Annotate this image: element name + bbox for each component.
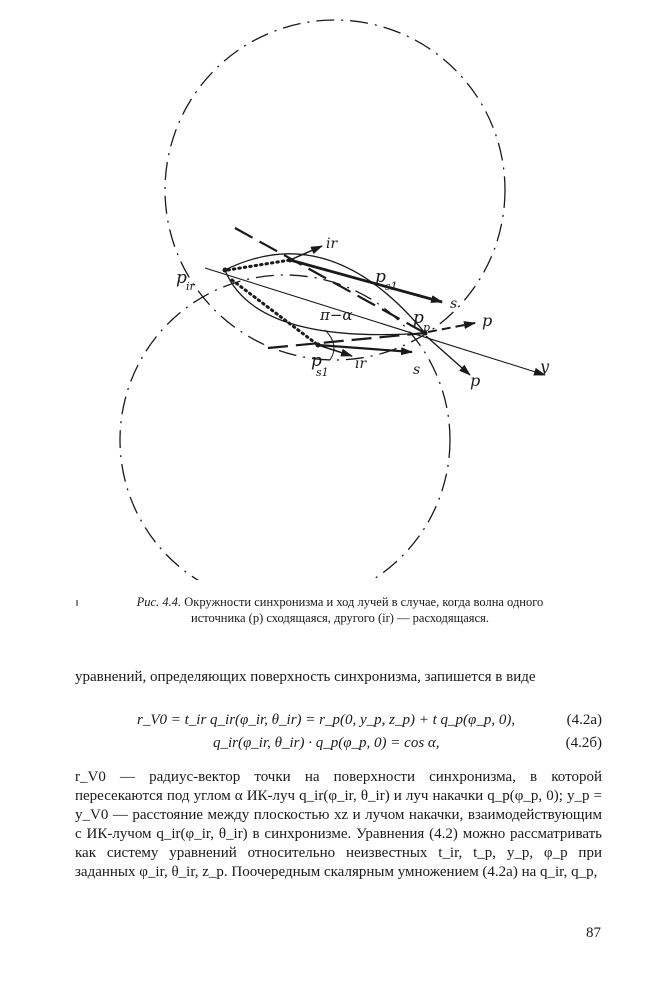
label-p-p: p [413,308,424,328]
margin-mark [76,600,78,606]
equation-4-2a-body: r_V0 = t_ir q_ir(φ_ir, θ_ir) = r_p(0, y_p, z_p) + t q_p(φ_p, 0), [137,712,516,728]
equation-4-2b [75,735,602,757]
paragraph-2: r_V0 — радиус-вектор точки на поверхности синхронизма, в которой пересекаются под углом α ИК-луч q_ir(φ_ir, θ_ir) и луч накачки q_p(φ_p, 0); y_p = y_V0 — расстояние между плоскостью xz и лучом накачки, взаимодействующим с ИК-лучом q_ir(φ_ir, θ_ir) в синхронизме. Уравнения (4.2) можно рассматривать как систему уравнений относительно неизвестных t_ir, t_p, y_p, φ_p при заданных φ_ir, θ_ir, z_p. Поочередным скалярным умножением (4.2а) на q_ir, q_p, [75,769,602,880]
caption-prefix: Рис. 4.4. [136,595,182,609]
label-p-p-sub: p [423,321,431,334]
figure-caption [120,594,560,626]
ir-arrow-top [290,246,322,260]
label-s-top: s [450,296,458,312]
label-p-s1-top-sub: s1 [385,280,398,293]
point-p-ir [223,268,228,273]
label-p-ir-sub: ir [186,280,195,293]
equation-4-2a-number: (4.2а) [566,712,602,728]
label-p-bottom: p [470,371,481,390]
label-p-s1-top: p [375,267,386,287]
paragraph-1: уравнений, определяющих поверхность синхронизма, запишется в виде [75,669,536,685]
label-s-bottom: s [413,362,421,378]
label-p-s1-bottom: p [311,351,322,371]
label-y-axis: y [540,357,550,376]
caption-text: Окружности синхронизма и ход лучей в случае, когда волна одного источника (p) сходящаяся, другого (ir) — расходящаяся. [181,595,544,625]
p-arrow-bottom [426,336,470,375]
equation-4-2b-number: (4.2б) [565,735,602,751]
p-arrow-right [428,323,475,332]
s-arrow-bottom [318,345,412,352]
page-number: 87 [586,925,601,941]
label-p-s1-bottom-sub: s1 [316,366,329,379]
label-p-right: p [482,311,493,330]
point-p-s1-top [288,258,293,263]
equation-4-2b-body: q_ir(φ_ir, θ_ir) · q_p(φ_p, 0) = cos α, [213,735,440,751]
label-ir-bottom: ir [355,356,367,372]
point-p-s1-bottom [316,343,321,348]
label-p-ir: p [176,268,187,288]
label-angle: π−α [320,306,353,324]
pump-dashed-ray-bottom [268,333,425,348]
equation-4-2a [75,712,602,734]
label-ir-top: ir [326,236,338,252]
